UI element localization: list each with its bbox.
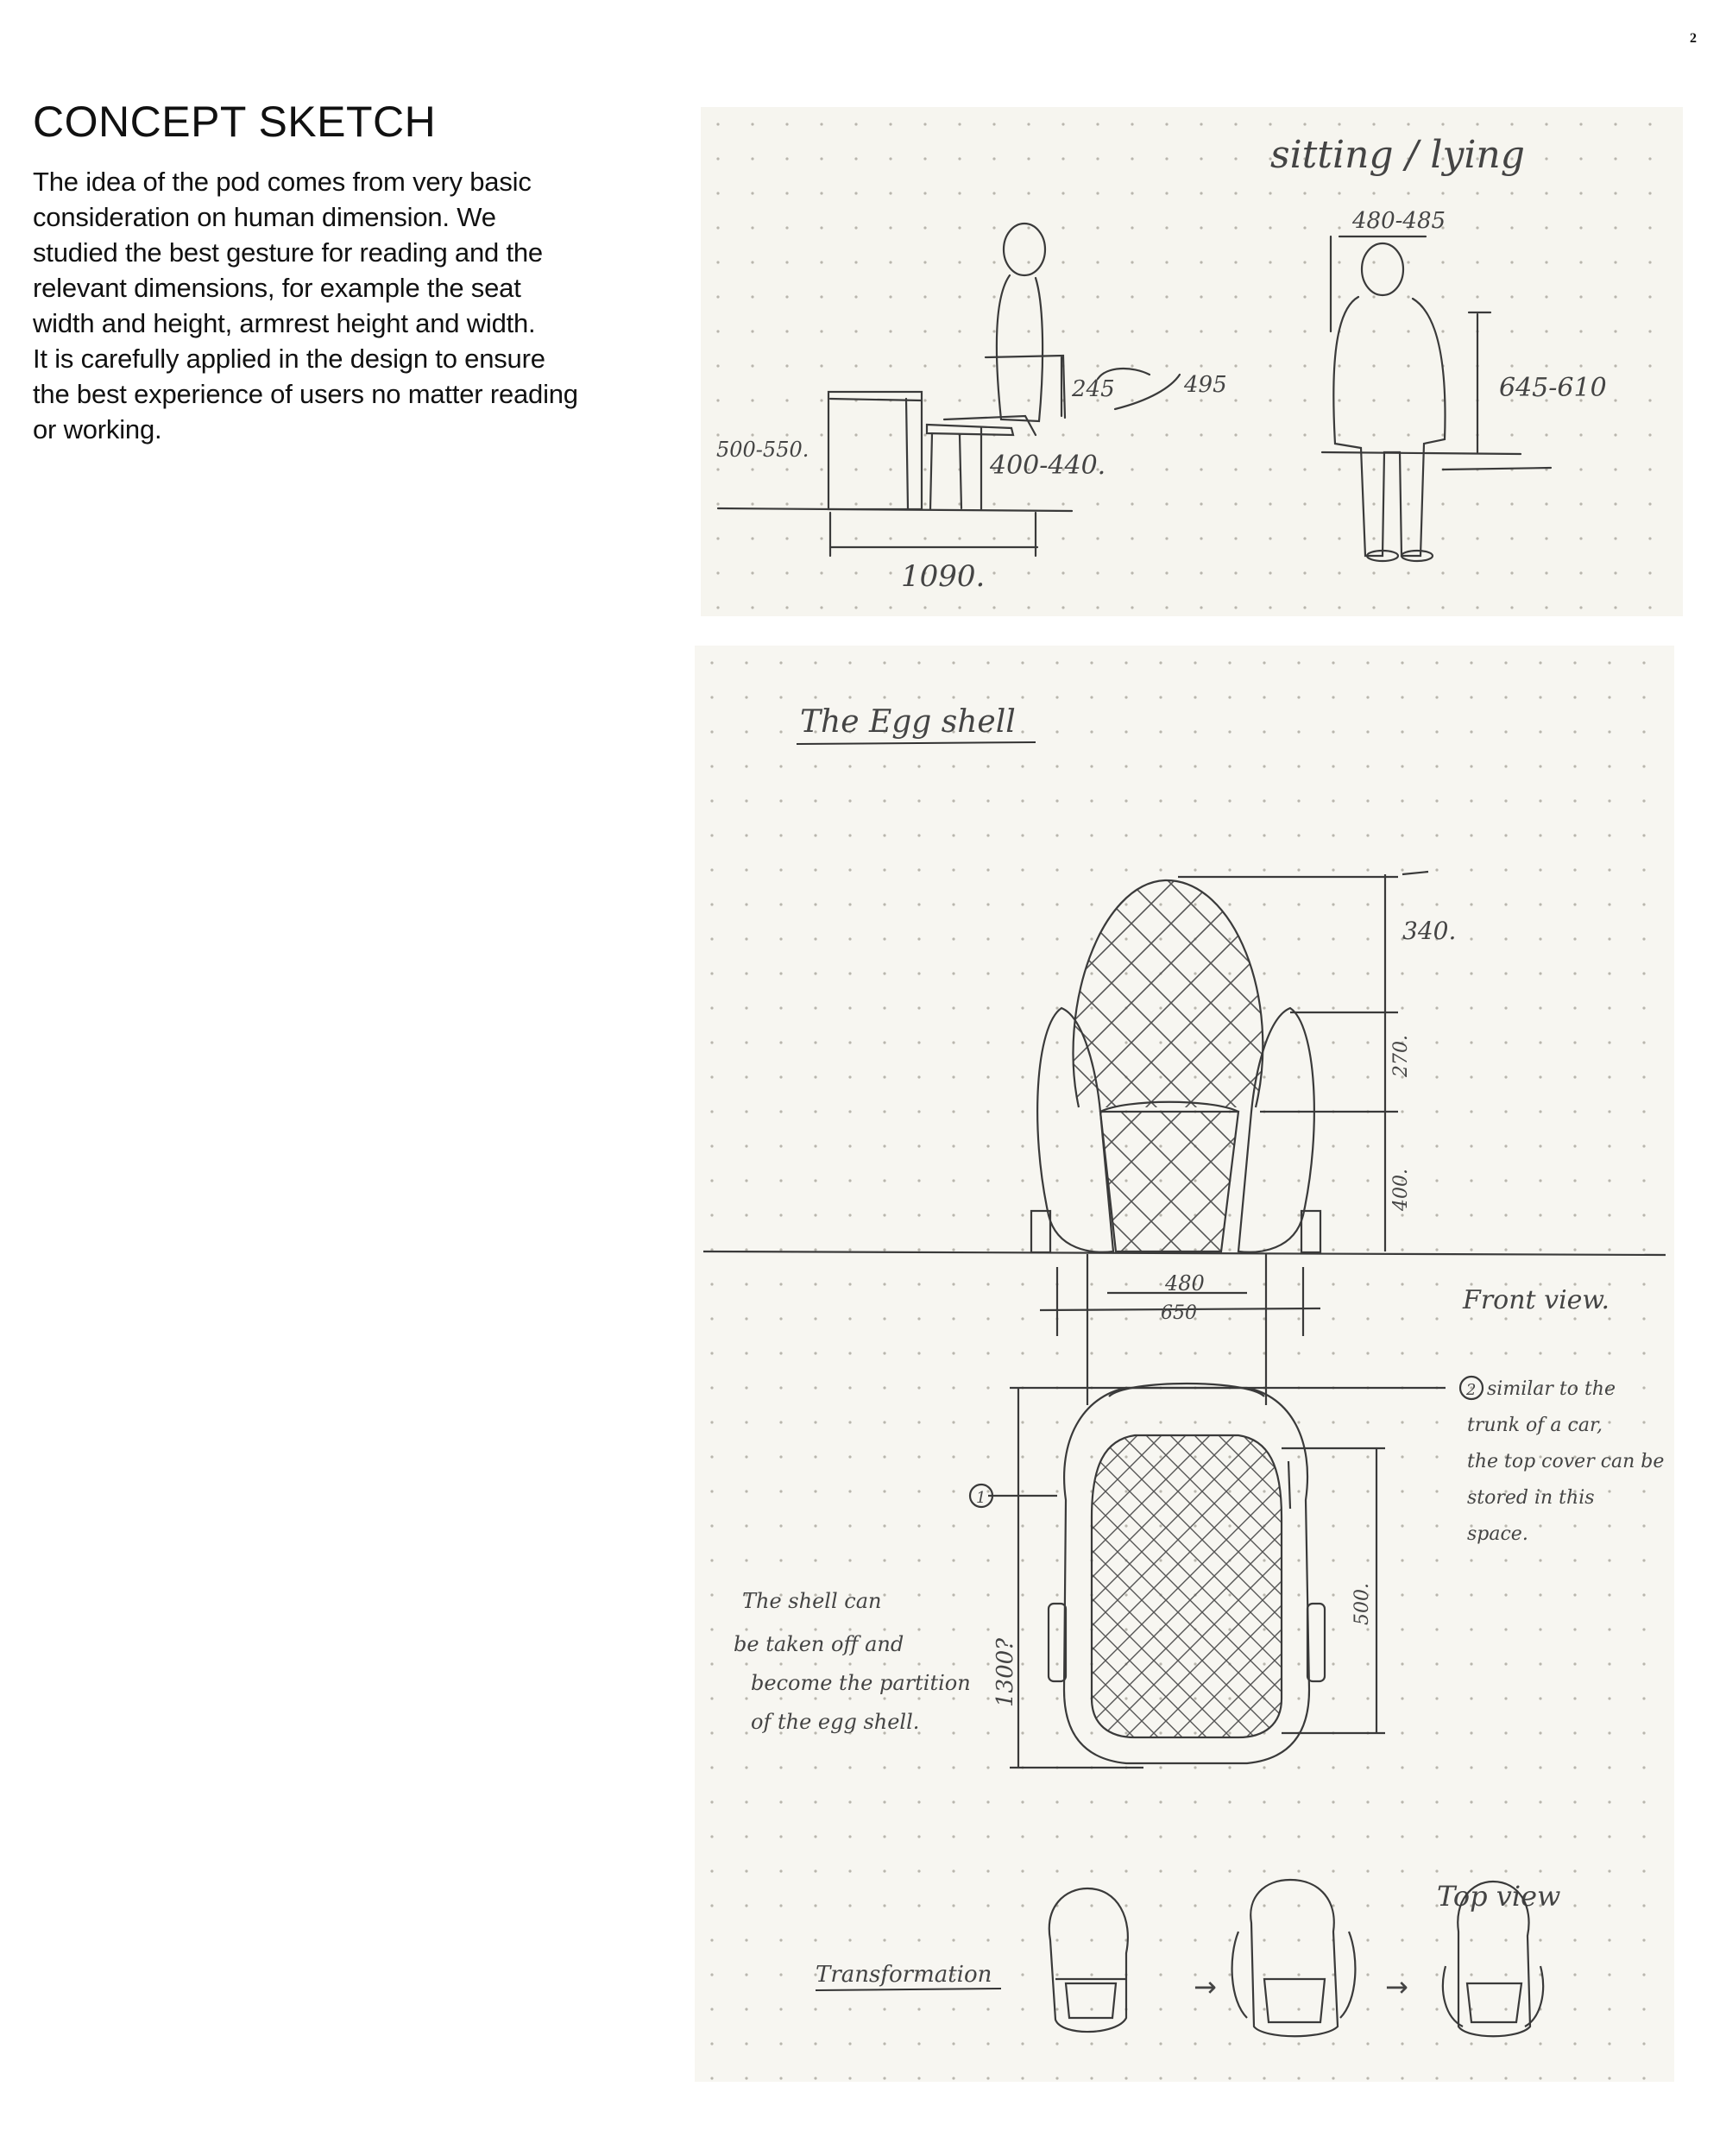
- dim-seat-height: 400-440.: [990, 451, 1106, 481]
- transformation-label: Transformation: [816, 1962, 992, 1988]
- note-1-line: of the egg shell.: [751, 1710, 920, 1734]
- note-2-line: the top cover can be: [1467, 1451, 1665, 1472]
- description-line: The idea of the pod comes from very basic: [33, 167, 532, 197]
- note-2-line: similar to the: [1487, 1378, 1616, 1400]
- description-line: the best experience of users no matter reading: [33, 379, 578, 409]
- page-number: 2: [1690, 31, 1697, 46]
- top-view-label: Top view: [1437, 1880, 1561, 1913]
- description-line: studied the best gesture for reading and the: [33, 237, 543, 268]
- description-line: relevant dimensions, for example the seat: [33, 273, 521, 303]
- dim-table-height: 500-550.: [716, 438, 809, 462]
- dim-height-range: 645-610: [1499, 373, 1607, 403]
- dim-seat-back: 245: [1072, 376, 1115, 402]
- note-1-number: 1: [976, 1489, 986, 1507]
- sketch-title-sitting-lying: sitting / lying: [1270, 133, 1525, 177]
- note-1-line: be taken off and: [734, 1632, 904, 1656]
- dim-total-length: 1090.: [901, 559, 986, 594]
- description-paragraph: [33, 164, 654, 447]
- front-dim-outer-width: 650: [1161, 1302, 1197, 1324]
- arrow-icon: →: [1385, 1970, 1408, 2003]
- description-line: consideration on human dimension. We: [33, 202, 496, 232]
- dim-arrow-value: 495: [1184, 372, 1227, 398]
- note-2-line: space.: [1467, 1523, 1528, 1545]
- front-dim-low: 400.: [1390, 1169, 1412, 1211]
- note-2-line: trunk of a car,: [1467, 1415, 1603, 1436]
- description-line: or working.: [33, 414, 162, 444]
- note-1-line: become the partition: [751, 1671, 971, 1695]
- description-line: width and height, armrest height and width.: [33, 308, 536, 338]
- page-title: CONCEPT SKETCH: [33, 98, 437, 146]
- front-dim-top: 340.: [1402, 917, 1457, 945]
- top-dim-length: 1300?: [992, 1637, 1018, 1707]
- note-2-line: stored in this: [1467, 1487, 1595, 1509]
- description-line: It is carefully applied in the design to ensure: [33, 344, 545, 374]
- arrow-icon: →: [1194, 1970, 1217, 2003]
- front-dim-mid: 270.: [1390, 1035, 1412, 1077]
- front-dim-inner-width: 480: [1165, 1271, 1205, 1295]
- dim-shoulder: 480-485: [1352, 208, 1446, 234]
- sitting-lying-sketch: [701, 107, 1683, 616]
- front-view-label: Front view.: [1463, 1285, 1610, 1315]
- egg-shell-title: The Egg shell: [800, 704, 1016, 740]
- top-dim-inner: 500.: [1351, 1583, 1373, 1625]
- egg-shell-sketch: [695, 646, 1674, 2082]
- note-1-line: The shell can: [742, 1589, 882, 1613]
- note-2-number: 2: [1466, 1381, 1477, 1399]
